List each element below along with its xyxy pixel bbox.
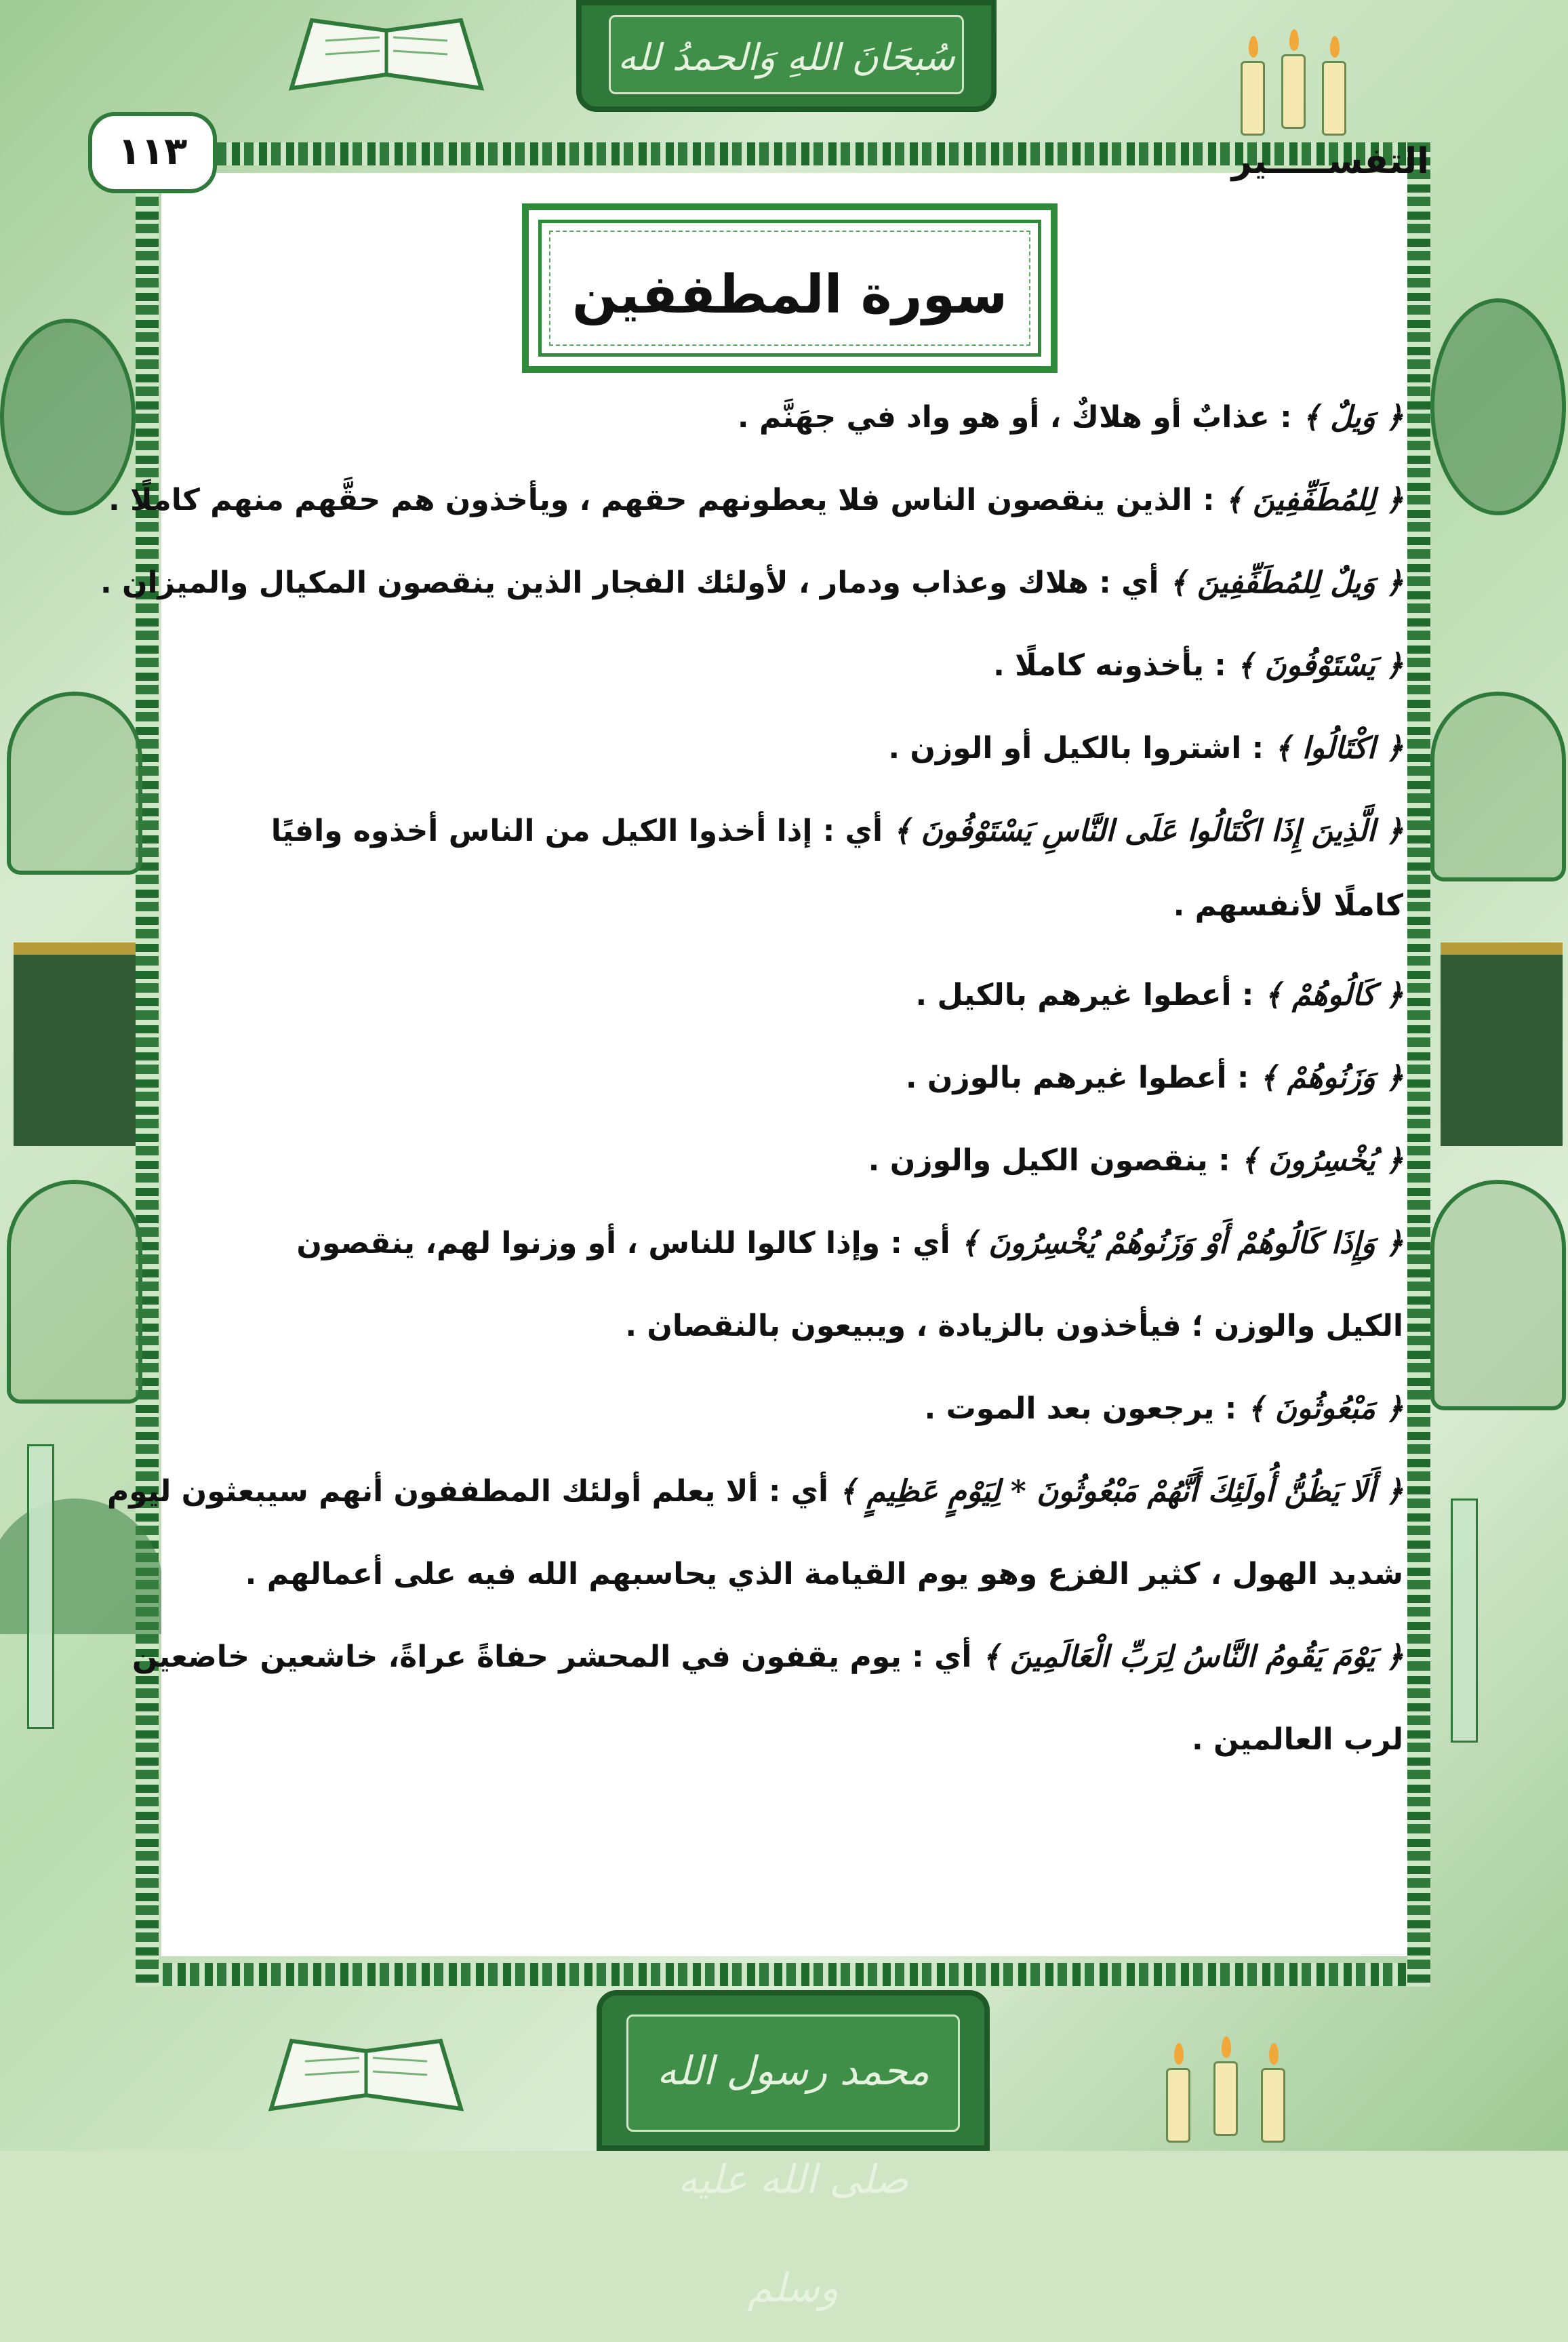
entry-term: ﴿ أَلَا يَظُنُّ أُولَئِكَ أَنَّهُمْ مَبْعُوثُونَ * لِيَوْمٍ عَظِيمٍ ﴾	[839, 1474, 1403, 1509]
entry-term: ﴿ وَزَنُوهُمْ ﴾	[1259, 1060, 1403, 1095]
entry-line	[245, 1557, 1403, 1591]
entry-line	[271, 814, 1403, 848]
entry-text: أي : إذا أخذوا الكيل من الناس أخذوه وافيًا	[270, 814, 893, 848]
calligraphy-panel-icon	[1430, 1180, 1566, 1410]
entry-term: ﴿ وَيلٌ ﴾	[1302, 400, 1403, 435]
entry-line	[1173, 888, 1403, 923]
entry-line	[625, 1309, 1403, 1343]
entry-line	[925, 1391, 1403, 1426]
calligraphy-panel-icon	[1430, 692, 1566, 881]
calligraphy-medallion-icon	[1430, 298, 1566, 515]
entry-text: : عذابٌ أو هلاكٌ ، أو هو واد في جهَنَّم .	[737, 400, 1302, 435]
entry-text: أي : هلاك وعذاب ودمار ، لأولئك الفجار الذين ينقصون المكيال والميزان .	[100, 565, 1169, 600]
page-number: ١١٣	[88, 112, 217, 193]
entry-text: : الذين ينقصون الناس فلا يعطونهم حقهم ، ويأخذون هم حقَّهم منهم كاملًا .	[108, 483, 1225, 517]
bottom-cartouche	[597, 1990, 990, 2311]
entry-text: أي : وإذا كالوا للناس ، أو وزنوا لهم، ينقصون	[296, 1226, 961, 1261]
entry-line	[108, 483, 1403, 517]
entry-line	[1192, 1722, 1403, 1757]
bottom-cartouche-text: محمد رسول الله صلى الله عليه وسلم	[626, 2014, 960, 2132]
entry-term: ﴿ وَيلٌ لِلمُطَفِّفِينَ ﴾	[1169, 565, 1403, 600]
entry-text: الكيل والوزن ؛ فيأخذون بالزيادة ، ويبيعون بالنقصان .	[625, 1309, 1403, 1343]
bottom-chain-border	[136, 1963, 1430, 1986]
top-cartouche	[576, 0, 997, 112]
entry-text: : يرجعون بعد الموت .	[924, 1391, 1247, 1426]
section-title: التفســـــير	[1231, 141, 1429, 182]
entry-term: ﴿ مَبْعُوثُونَ ﴾	[1247, 1391, 1403, 1426]
entry-line	[906, 1060, 1403, 1095]
entry-term: ﴿ وَإِذَا كَالُوهُمْ أَوْ وَزَنُوهُمْ يُخْسِرُونَ ﴾	[961, 1226, 1403, 1261]
left-chain-border	[136, 142, 159, 1987]
entry-term: ﴿ يَوْمَ يَقُومُ النَّاسُ لِرَبِّ الْعَالَمِينَ ﴾	[982, 1640, 1403, 1674]
calligraphy-panel-icon	[7, 1180, 142, 1404]
entry-text: أي : يوم يقفون في المحشر حفاةً عراةً، خاشعين خاضعين	[132, 1640, 982, 1674]
entry-text: : ينقصون الكيل والوزن .	[868, 1143, 1241, 1178]
candles-icon	[1227, 34, 1363, 136]
right-chain-border	[1407, 142, 1430, 1987]
entry-line	[296, 1226, 1403, 1261]
entry-line	[868, 1143, 1403, 1178]
entry-line	[888, 731, 1403, 766]
tafsir-entries	[100, 380, 1403, 1953]
minaret-icon	[27, 1444, 54, 1729]
entry-term: ﴿ لِلمُطَفِّفِينَ ﴾	[1225, 483, 1403, 517]
entry-line	[107, 1474, 1403, 1509]
entry-term: ﴿ الَّذِينَ إِذَا اكْتَالُوا عَلَى النَّاسِ يَسْتَوْفُونَ ﴾	[893, 814, 1403, 848]
entry-term: ﴿ كَالُوهُمْ ﴾	[1264, 978, 1403, 1012]
entry-term: ﴿ يَسْتَوْفُونَ ﴾	[1237, 648, 1403, 683]
entry-text: : يأخذونه كاملًا .	[993, 648, 1237, 683]
entry-line	[915, 978, 1403, 1012]
entry-line	[738, 400, 1403, 435]
top-cartouche-text: سُبحَانَ اللهِ وَالحمدُ لله	[609, 15, 964, 94]
entry-text: لرب العالمين .	[1192, 1722, 1403, 1757]
minaret-icon	[1451, 1499, 1478, 1743]
entry-line	[100, 565, 1403, 600]
entry-line	[132, 1640, 1403, 1674]
open-book-icon	[285, 7, 488, 102]
entry-text: : اشتروا بالكيل أو الوزن .	[888, 731, 1274, 766]
open-book-icon	[264, 2027, 468, 2122]
kaaba-icon	[1441, 942, 1563, 1146]
entry-text: أي : ألا يعلم أولئك المطففون أنهم سيبعثون ليوم	[107, 1474, 839, 1509]
kaaba-icon	[14, 942, 136, 1146]
entry-term: ﴿ يُخْسِرُونَ ﴾	[1241, 1143, 1403, 1178]
entry-text: : أعطوا غيرهم بالكيل .	[915, 978, 1264, 1012]
entry-text: كاملًا لأنفسهم .	[1173, 888, 1403, 923]
entry-text: : أعطوا غيرهم بالوزن .	[905, 1060, 1260, 1095]
calligraphy-panel-icon	[7, 692, 142, 875]
candles-icon	[1152, 2027, 1302, 2143]
surah-title: سورة المطففين	[571, 264, 1008, 325]
entry-text: شديد الهول ، كثير الفزع وهو يوم القيامة الذي يحاسبهم الله فيه على أعمالهم .	[245, 1557, 1403, 1591]
surah-title-frame	[522, 203, 1058, 373]
entry-term: ﴿ اكْتَالُوا ﴾	[1274, 731, 1403, 766]
entry-line	[993, 648, 1403, 683]
